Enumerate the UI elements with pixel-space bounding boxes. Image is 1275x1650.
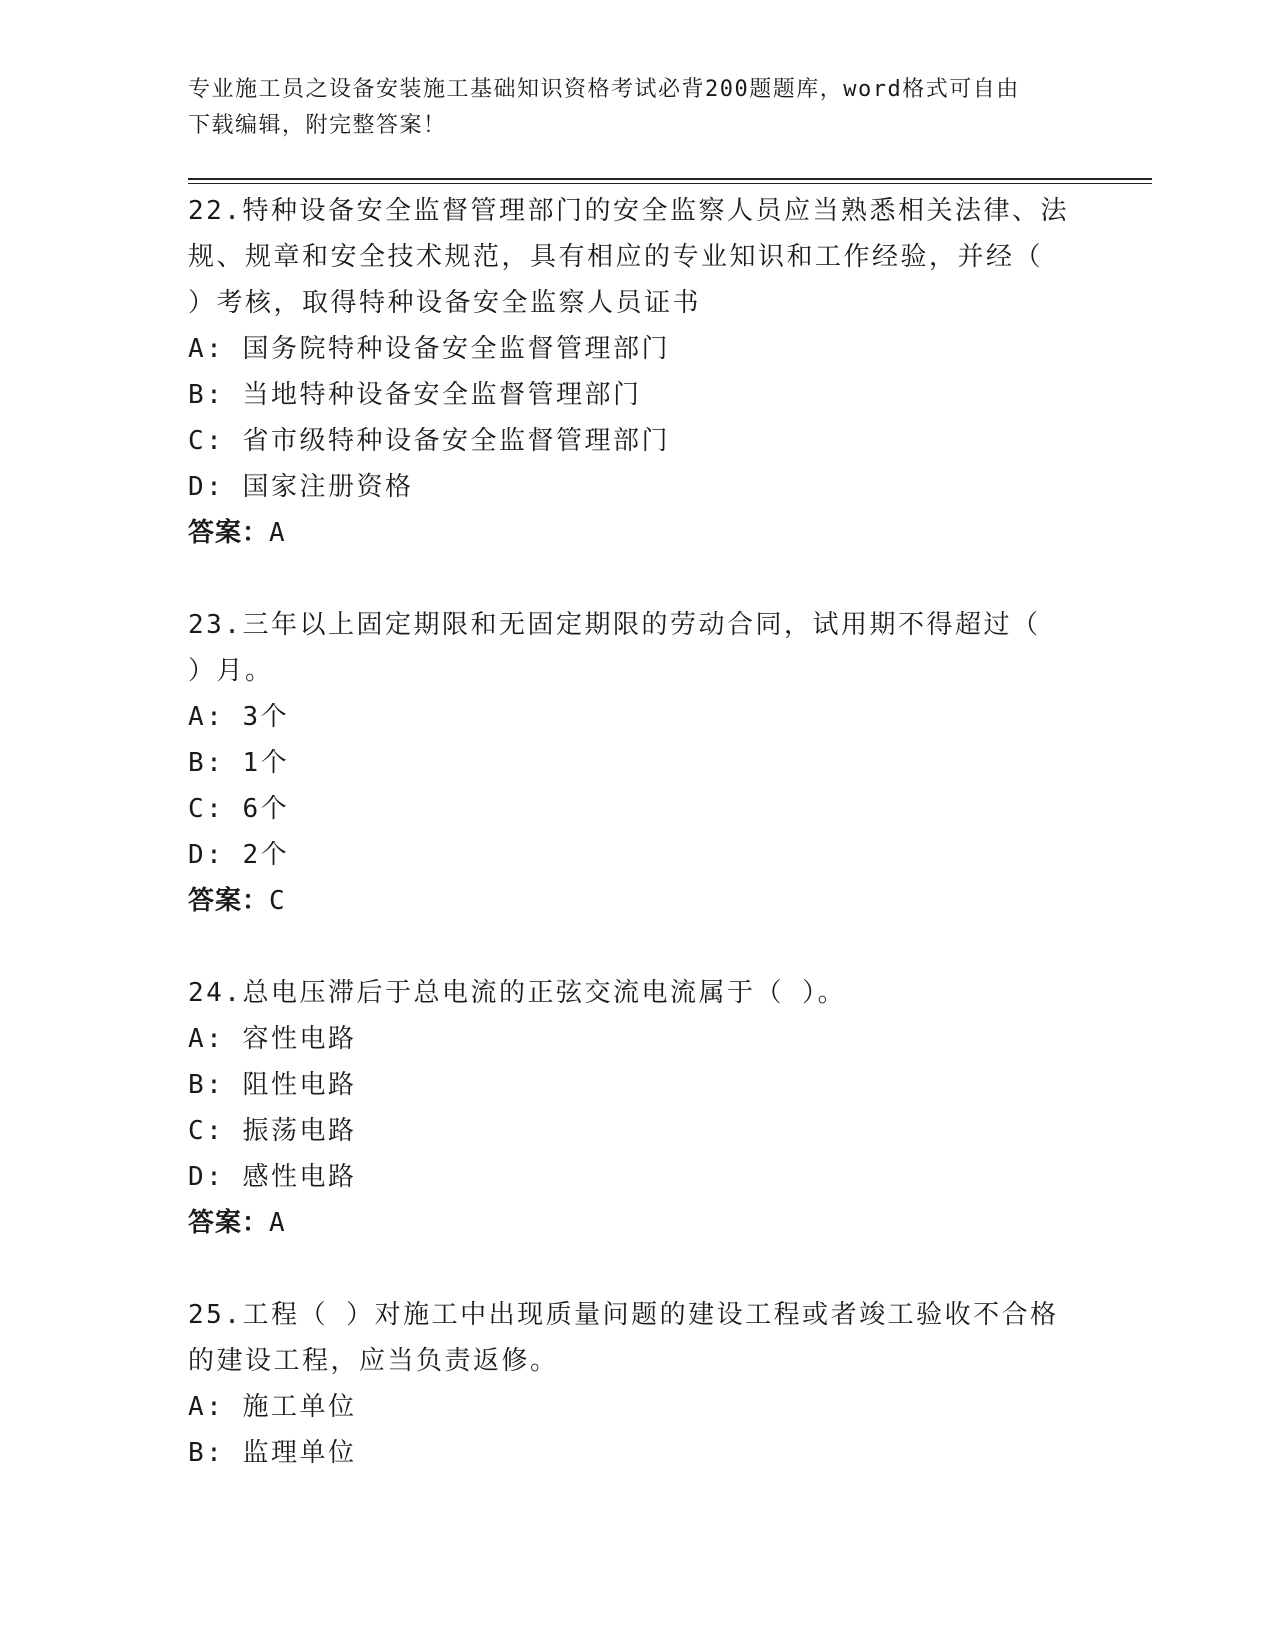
- option-d: D: 2个: [188, 840, 290, 870]
- option-b: B: 1个: [188, 748, 290, 778]
- answer-value: A: [269, 1208, 288, 1238]
- header-line-1: 专业施工员之设备安装施工基础知识资格考试必背200题题库，word格式可自由: [188, 77, 1020, 102]
- answer-value: C: [269, 886, 288, 916]
- question-stem-line: 规、规章和安全技术规范，具有相应的专业知识和工作经验，并经（: [188, 242, 1044, 272]
- question-24: [188, 970, 1088, 1246]
- answer-value: A: [269, 518, 288, 548]
- document-header: [188, 72, 1068, 144]
- question-stem-line: 的建设工程，应当负责返修。: [188, 1346, 559, 1376]
- answer-line: [188, 510, 1088, 556]
- question-stem-line: ）考核，取得特种设备安全监察人员证书: [188, 288, 702, 318]
- question-stem-line: 25.工程（ ）对施工中出现质量问题的建设工程或者竣工验收不合格: [188, 1300, 1059, 1330]
- question-stem-line: 24.总电压滞后于总电流的正弦交流电流属于（ ）。: [188, 978, 847, 1008]
- question-stem-line: 23.三年以上固定期限和无固定期限的劳动合同，试用期不得超过（: [188, 610, 1041, 640]
- answer-label: 答案：: [188, 518, 270, 548]
- answer-line: [188, 878, 1088, 924]
- option-b: B: 监理单位: [188, 1438, 357, 1468]
- option-c: C: 振荡电路: [188, 1116, 357, 1146]
- option-d: D: 感性电路: [188, 1162, 357, 1192]
- question-stem-line: 22.特种设备安全监督管理部门的安全监察人员应当熟悉相关法律、法: [188, 196, 1069, 226]
- option-c: C: 6个: [188, 794, 290, 824]
- option-b: B: 当地特种设备安全监督管理部门: [188, 380, 642, 410]
- question-list: [188, 188, 1088, 1522]
- answer-label: 答案：: [188, 1208, 270, 1238]
- option-a: A: 3个: [188, 702, 290, 732]
- option-d: D: 国家注册资格: [188, 472, 414, 502]
- option-a: A: 容性电路: [188, 1024, 357, 1054]
- question-23: [188, 602, 1088, 924]
- option-a: A: 施工单位: [188, 1392, 357, 1422]
- header-divider-thin: [188, 183, 1152, 184]
- question-25: [188, 1292, 1088, 1476]
- header-divider-thick: [188, 178, 1152, 180]
- answer-line: [188, 1200, 1088, 1246]
- question-stem-line: ）月。: [188, 656, 274, 686]
- question-22: [188, 188, 1088, 556]
- option-c: C: 省市级特种设备安全监督管理部门: [188, 426, 670, 456]
- option-b: B: 阻性电路: [188, 1070, 357, 1100]
- answer-label: 答案：: [188, 886, 270, 916]
- option-a: A: 国务院特种设备安全监督管理部门: [188, 334, 670, 364]
- header-line-2: 下载编辑，附完整答案！: [188, 113, 447, 138]
